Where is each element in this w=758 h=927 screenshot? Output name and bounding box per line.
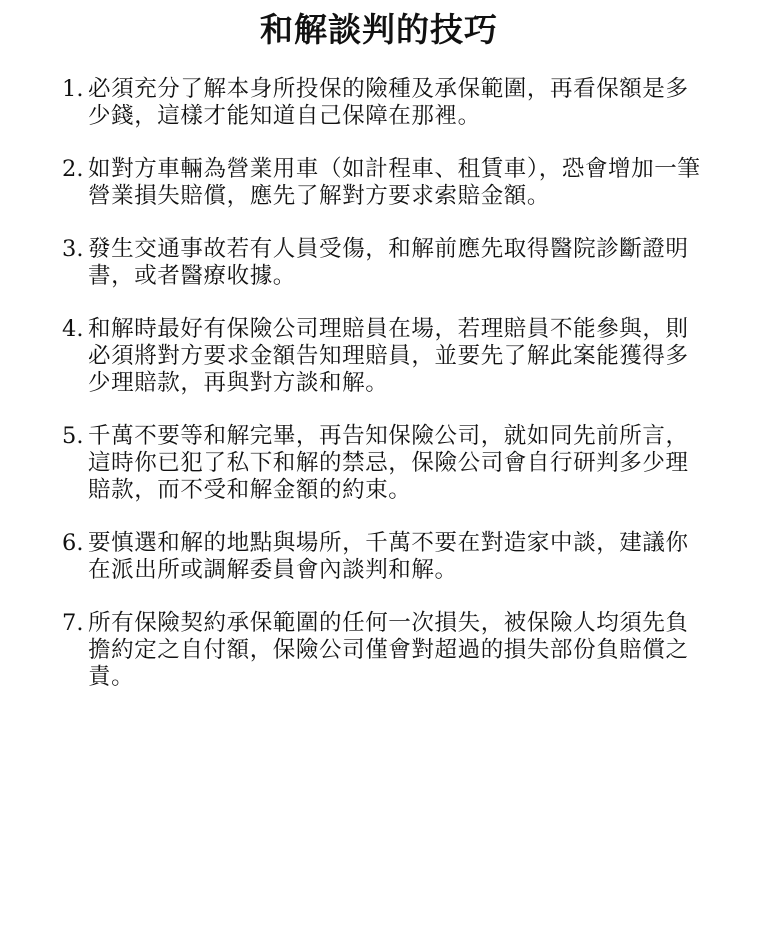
item-text: 發生交通事故若有人員受傷，和解前應先取得醫院診斷證明書，或者醫療收據。 — [88, 236, 689, 289]
item-text: 千萬不要等和解完畢，再告知保險公司，就如同先前所言，這時你已犯了私下和解的禁忌，保險公司會自行研判多少理賠款，而不受和解金額的約束。 — [88, 423, 689, 503]
item-text: 和解時最好有保險公司理賠員在場，若理賠員不能參與，則必須將對方要求金額告知理賠員，並要先了解此案能獲得多少理賠款，再與對方談和解。 — [88, 316, 689, 396]
item-number: 2. — [62, 156, 84, 182]
item-number: 1. — [62, 76, 84, 102]
item-number: 5. — [62, 423, 84, 449]
list-item — [62, 76, 702, 130]
list-item — [62, 236, 702, 290]
list-item — [62, 610, 702, 691]
item-number: 4. — [62, 316, 84, 342]
item-text: 如對方車輛為營業用車（如計程車、租賃車），恐會增加一筆營業損失賠償，應先了解對方要求索賠金額。 — [88, 156, 701, 209]
list-item — [62, 316, 702, 397]
item-number: 6. — [62, 530, 84, 556]
item-text: 必須充分了解本身所投保的險種及承保範圍，再看保額是多少錢，這樣才能知道自己保障在那裡。 — [88, 76, 689, 129]
item-number: 3. — [62, 236, 84, 262]
page-title: 和解談判的技巧 — [260, 10, 498, 49]
item-number: 7. — [62, 610, 84, 636]
list-item — [62, 156, 702, 210]
list-item — [62, 530, 702, 584]
tips-list — [62, 76, 702, 717]
item-text: 要慎選和解的地點與場所，千萬不要在對造家中談，建議你在派出所或調解委員會內談判和解。 — [88, 530, 689, 583]
list-item — [62, 423, 702, 504]
item-text: 所有保險契約承保範圍的任何一次損失，被保險人均須先負擔約定之自付額，保險公司僅會對超過的損失部份負賠償之責。 — [88, 610, 689, 690]
